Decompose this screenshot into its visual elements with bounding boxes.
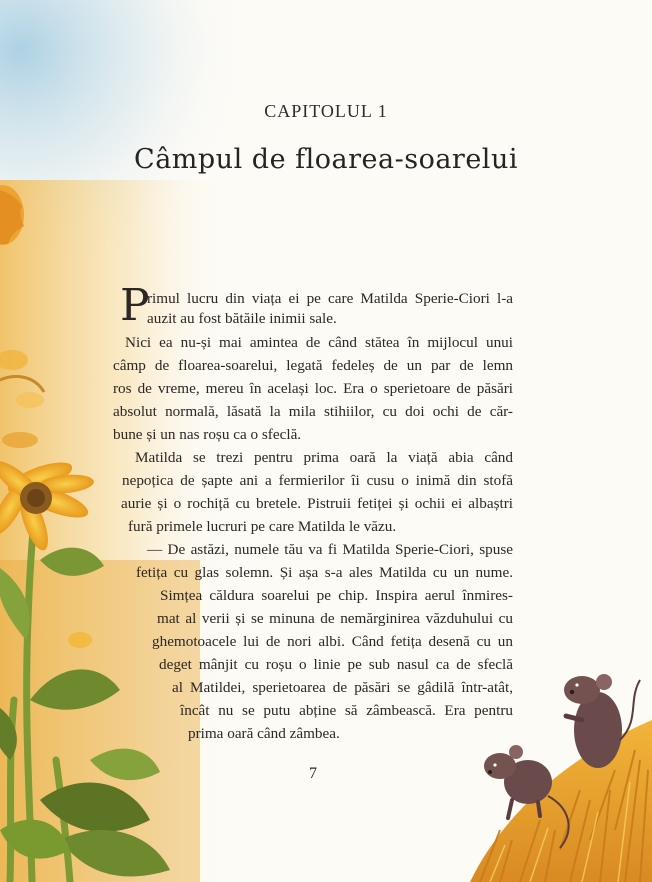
text-line: auzit au fost bătăile inimii sale. (147, 310, 337, 327)
text-line: bune și un nas roșu ca o sfeclă. (113, 426, 302, 443)
text-line: mat al verii și se minuna de nemărginirea văzduhului cu (157, 610, 513, 627)
text-line: Matilda se trezi pentru prima oară la viață abia când (135, 449, 513, 466)
text-line: Simțea căldura soarelui pe chip. Inspira aerul înmires- (160, 587, 513, 604)
page-number: 7 (309, 765, 317, 782)
chapter-label: CAPITOLUL 1 (264, 101, 388, 121)
drop-cap: P (120, 280, 150, 331)
text-line: încât nu se putu abține să zâmbească. Era pentru (180, 702, 513, 719)
text-line: câmp de floarea-soarelui, legată fedeleș de un par de lemn (113, 357, 513, 374)
text-line: ros de vreme, mereu în același loc. Era o sperietoare de păsări (113, 380, 513, 397)
text-line: nepoțica de șapte ani a fermierilor îi cusu o inimă din stofă (122, 472, 513, 489)
chapter-title: Câmpul de floarea-soarelui (134, 144, 518, 175)
text-line: fetița cu glas solemn. Și așa s-a ales Matilda cu un nume. (136, 564, 513, 581)
text-line: Nici ea nu-și mai amintea de când stătea în mijlocul unui (125, 334, 513, 351)
text-line: absolut normală, lăsată la mila stihiilor, cu doi ochi de căr- (113, 403, 513, 420)
text-line: al Matildei, sperietoarea de păsări se gâdilă într-atât, (172, 679, 513, 696)
text-line: ghemotoacele lui de nori albi. Când fetița desenă cu un (152, 633, 513, 650)
text-line: prima oară când zâmbea. (188, 725, 340, 742)
text-line: aurie și o rochiță cu bretele. Pistruii fetiței și ochii ei albaștri (121, 495, 513, 512)
text-line: — De astăzi, numele tău va fi Matilda Sperie-Ciori, spuse (147, 541, 513, 558)
text-line: fură primele lucruri pe care Matilda le văzu. (128, 518, 397, 535)
text-line: rimul lucru din viața ei pe care Matilda Sperie-Ciori l-a (147, 290, 513, 307)
text-line: deget mânjit cu roșu o linie pe sub nasul ca de sfeclă (159, 656, 513, 673)
